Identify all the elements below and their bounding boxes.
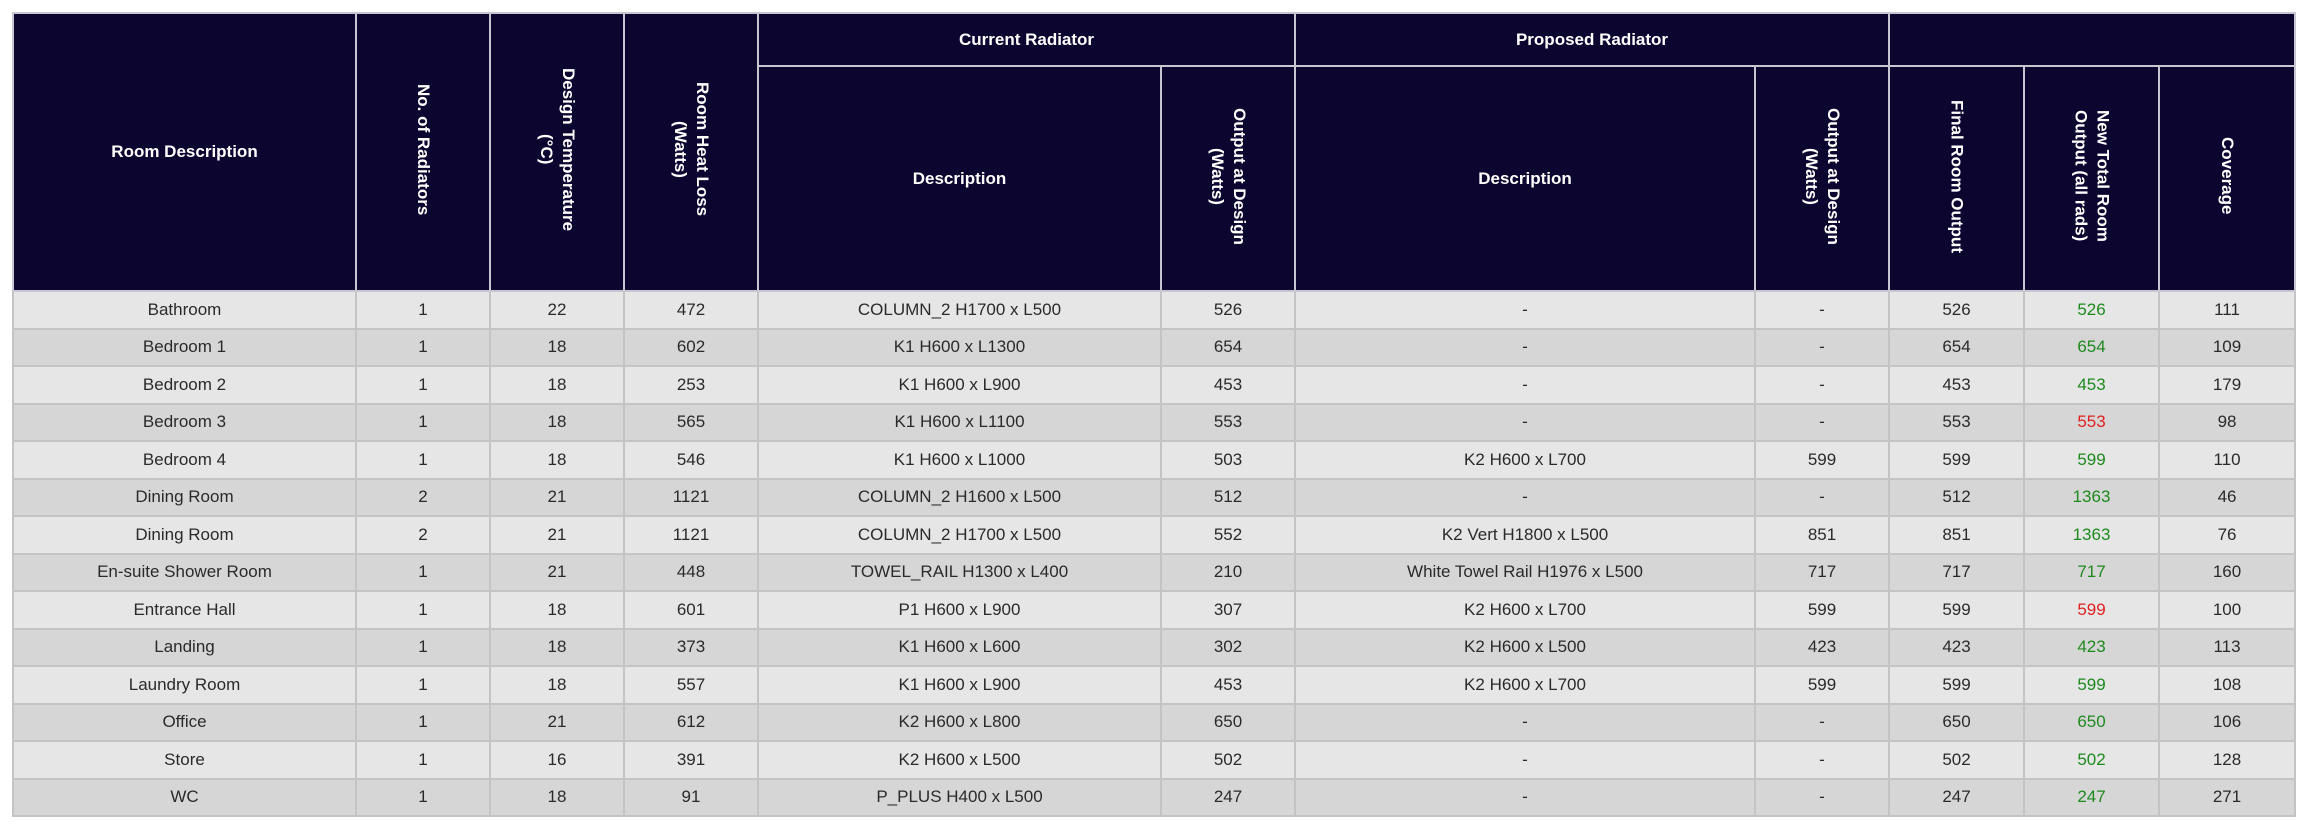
cell-current-output: 453 <box>1161 366 1295 404</box>
cell-temperature: 18 <box>490 441 624 479</box>
header-design-temperature: Design Temperature (°C) <box>490 13 624 291</box>
cell-proposed-description: - <box>1295 366 1755 404</box>
cell-current-description: K1 H600 x L1100 <box>758 404 1161 442</box>
cell-proposed-output: - <box>1755 704 1889 742</box>
cell-new-total: 526 <box>2024 291 2159 329</box>
cell-current-description: P1 H600 x L900 <box>758 591 1161 629</box>
table-row <box>13 366 2295 404</box>
header-coverage: Coverage <box>2159 66 2295 291</box>
cell-proposed-output: 423 <box>1755 629 1889 667</box>
cell-new-total: 599 <box>2024 441 2159 479</box>
cell-proposed-description: K2 H600 x L700 <box>1295 441 1755 479</box>
table-row <box>13 741 2295 779</box>
header-proposed-radiator: Proposed Radiator <box>1295 13 1889 66</box>
cell-current-output: 247 <box>1161 779 1295 817</box>
cell-final-output: 851 <box>1889 516 2024 554</box>
cell-radiators: 1 <box>356 704 490 742</box>
table-row <box>13 291 2295 329</box>
cell-temperature: 18 <box>490 779 624 817</box>
header-final-room-output: Final Room Output <box>1889 66 2024 291</box>
header-current-radiator: Current Radiator <box>758 13 1295 66</box>
cell-current-output: 512 <box>1161 479 1295 517</box>
cell-room: Dining Room <box>13 479 356 517</box>
cell-current-description: K1 H600 x L1300 <box>758 329 1161 367</box>
cell-current-output: 210 <box>1161 554 1295 592</box>
cell-room: Store <box>13 741 356 779</box>
cell-new-total: 650 <box>2024 704 2159 742</box>
cell-current-output: 654 <box>1161 329 1295 367</box>
cell-new-total: 1363 <box>2024 516 2159 554</box>
cell-current-description: COLUMN_2 H1600 x L500 <box>758 479 1161 517</box>
cell-proposed-description: K2 H600 x L700 <box>1295 591 1755 629</box>
table-row <box>13 779 2295 817</box>
cell-radiators: 1 <box>356 554 490 592</box>
cell-current-description: K1 H600 x L900 <box>758 666 1161 704</box>
cell-room: Laundry Room <box>13 666 356 704</box>
cell-proposed-output: - <box>1755 366 1889 404</box>
cell-current-description: P_PLUS H400 x L500 <box>758 779 1161 817</box>
cell-coverage: 106 <box>2159 704 2295 742</box>
cell-heat-loss: 546 <box>624 441 758 479</box>
cell-radiators: 1 <box>356 291 490 329</box>
radiator-table <box>12 12 2296 817</box>
table-row <box>13 479 2295 517</box>
cell-coverage: 109 <box>2159 329 2295 367</box>
table-row <box>13 666 2295 704</box>
cell-coverage: 76 <box>2159 516 2295 554</box>
cell-room: Bathroom <box>13 291 356 329</box>
cell-current-description: COLUMN_2 H1700 x L500 <box>758 516 1161 554</box>
cell-proposed-output: 717 <box>1755 554 1889 592</box>
radiator-schedule <box>12 12 2296 817</box>
cell-new-total: 502 <box>2024 741 2159 779</box>
cell-temperature: 21 <box>490 704 624 742</box>
cell-proposed-description: - <box>1295 741 1755 779</box>
cell-radiators: 1 <box>356 366 490 404</box>
cell-radiators: 1 <box>356 329 490 367</box>
cell-proposed-description: White Towel Rail H1976 x L500 <box>1295 554 1755 592</box>
cell-final-output: 423 <box>1889 629 2024 667</box>
cell-temperature: 22 <box>490 291 624 329</box>
cell-coverage: 111 <box>2159 291 2295 329</box>
cell-current-output: 552 <box>1161 516 1295 554</box>
cell-room: Bedroom 1 <box>13 329 356 367</box>
cell-final-output: 599 <box>1889 666 2024 704</box>
cell-current-output: 502 <box>1161 741 1295 779</box>
cell-new-total: 247 <box>2024 779 2159 817</box>
cell-room: Landing <box>13 629 356 667</box>
cell-temperature: 18 <box>490 591 624 629</box>
cell-proposed-output: - <box>1755 741 1889 779</box>
cell-proposed-output: 851 <box>1755 516 1889 554</box>
cell-heat-loss: 391 <box>624 741 758 779</box>
table-row <box>13 554 2295 592</box>
cell-proposed-output: 599 <box>1755 666 1889 704</box>
cell-current-output: 503 <box>1161 441 1295 479</box>
cell-current-output: 307 <box>1161 591 1295 629</box>
header-proposed-output: Output at Design (Watts) <box>1755 66 1889 291</box>
cell-room: Bedroom 4 <box>13 441 356 479</box>
header-current-output: Output at Design (Watts) <box>1161 66 1295 291</box>
header-new-total-output: New Total Room Output (all rads) <box>2024 66 2159 291</box>
cell-final-output: 247 <box>1889 779 2024 817</box>
cell-heat-loss: 602 <box>624 329 758 367</box>
cell-room: Office <box>13 704 356 742</box>
cell-current-output: 302 <box>1161 629 1295 667</box>
cell-current-description: K2 H600 x L500 <box>758 741 1161 779</box>
cell-proposed-description: - <box>1295 329 1755 367</box>
header-current-description: Description <box>758 66 1161 291</box>
header-no-radiators: No. of Radiators <box>356 13 490 291</box>
cell-final-output: 654 <box>1889 329 2024 367</box>
cell-proposed-output: - <box>1755 291 1889 329</box>
cell-temperature: 18 <box>490 666 624 704</box>
cell-coverage: 100 <box>2159 591 2295 629</box>
cell-temperature: 18 <box>490 366 624 404</box>
cell-final-output: 512 <box>1889 479 2024 517</box>
cell-temperature: 18 <box>490 404 624 442</box>
cell-heat-loss: 472 <box>624 291 758 329</box>
cell-proposed-output: - <box>1755 479 1889 517</box>
cell-radiators: 1 <box>356 629 490 667</box>
cell-new-total: 453 <box>2024 366 2159 404</box>
cell-heat-loss: 1121 <box>624 479 758 517</box>
cell-coverage: 128 <box>2159 741 2295 779</box>
cell-heat-loss: 565 <box>624 404 758 442</box>
cell-proposed-description: - <box>1295 291 1755 329</box>
cell-current-description: K1 H600 x L600 <box>758 629 1161 667</box>
cell-current-output: 650 <box>1161 704 1295 742</box>
cell-room: Bedroom 2 <box>13 366 356 404</box>
cell-proposed-output: - <box>1755 329 1889 367</box>
cell-new-total: 717 <box>2024 554 2159 592</box>
cell-current-output: 453 <box>1161 666 1295 704</box>
cell-proposed-output: - <box>1755 779 1889 817</box>
cell-heat-loss: 612 <box>624 704 758 742</box>
cell-proposed-description: K2 H600 x L700 <box>1295 666 1755 704</box>
table-header <box>13 13 2295 291</box>
cell-radiators: 2 <box>356 479 490 517</box>
cell-new-total: 599 <box>2024 591 2159 629</box>
cell-proposed-output: 599 <box>1755 591 1889 629</box>
cell-final-output: 553 <box>1889 404 2024 442</box>
header-room-heat-loss: Room Heat Loss (Watts) <box>624 13 758 291</box>
cell-room: WC <box>13 779 356 817</box>
cell-room: Entrance Hall <box>13 591 356 629</box>
cell-heat-loss: 557 <box>624 666 758 704</box>
cell-coverage: 46 <box>2159 479 2295 517</box>
cell-heat-loss: 1121 <box>624 516 758 554</box>
header-proposed-description: Description <box>1295 66 1755 291</box>
cell-heat-loss: 601 <box>624 591 758 629</box>
cell-final-output: 650 <box>1889 704 2024 742</box>
cell-heat-loss: 448 <box>624 554 758 592</box>
cell-temperature: 18 <box>490 329 624 367</box>
cell-coverage: 113 <box>2159 629 2295 667</box>
cell-temperature: 16 <box>490 741 624 779</box>
table-row <box>13 329 2295 367</box>
cell-proposed-description: - <box>1295 779 1755 817</box>
cell-temperature: 18 <box>490 629 624 667</box>
cell-final-output: 526 <box>1889 291 2024 329</box>
cell-new-total: 553 <box>2024 404 2159 442</box>
cell-radiators: 1 <box>356 591 490 629</box>
cell-proposed-output: 599 <box>1755 441 1889 479</box>
table-body <box>13 291 2295 816</box>
cell-radiators: 1 <box>356 441 490 479</box>
cell-room: En-suite Shower Room <box>13 554 356 592</box>
cell-radiators: 1 <box>356 404 490 442</box>
cell-room: Bedroom 3 <box>13 404 356 442</box>
cell-proposed-description: - <box>1295 404 1755 442</box>
cell-heat-loss: 253 <box>624 366 758 404</box>
cell-current-output: 553 <box>1161 404 1295 442</box>
cell-radiators: 1 <box>356 741 490 779</box>
cell-radiators: 1 <box>356 779 490 817</box>
cell-final-output: 599 <box>1889 441 2024 479</box>
header-room-description: Room Description <box>13 13 356 291</box>
cell-final-output: 453 <box>1889 366 2024 404</box>
table-row <box>13 441 2295 479</box>
table-row <box>13 704 2295 742</box>
cell-radiators: 1 <box>356 666 490 704</box>
cell-heat-loss: 91 <box>624 779 758 817</box>
cell-coverage: 160 <box>2159 554 2295 592</box>
table-row <box>13 404 2295 442</box>
cell-heat-loss: 373 <box>624 629 758 667</box>
cell-coverage: 108 <box>2159 666 2295 704</box>
cell-temperature: 21 <box>490 516 624 554</box>
cell-proposed-description: - <box>1295 479 1755 517</box>
cell-current-description: TOWEL_RAIL H1300 x L400 <box>758 554 1161 592</box>
table-row <box>13 629 2295 667</box>
table-row <box>13 591 2295 629</box>
cell-current-description: COLUMN_2 H1700 x L500 <box>758 291 1161 329</box>
header-blank-group <box>1889 13 2295 66</box>
cell-current-description: K2 H600 x L800 <box>758 704 1161 742</box>
table-row <box>13 516 2295 554</box>
cell-coverage: 98 <box>2159 404 2295 442</box>
cell-final-output: 717 <box>1889 554 2024 592</box>
cell-proposed-description: K2 H600 x L500 <box>1295 629 1755 667</box>
cell-final-output: 502 <box>1889 741 2024 779</box>
cell-proposed-description: K2 Vert H1800 x L500 <box>1295 516 1755 554</box>
cell-temperature: 21 <box>490 554 624 592</box>
cell-current-description: K1 H600 x L1000 <box>758 441 1161 479</box>
cell-coverage: 271 <box>2159 779 2295 817</box>
cell-coverage: 179 <box>2159 366 2295 404</box>
cell-proposed-output: - <box>1755 404 1889 442</box>
cell-current-output: 526 <box>1161 291 1295 329</box>
cell-coverage: 110 <box>2159 441 2295 479</box>
cell-final-output: 599 <box>1889 591 2024 629</box>
cell-temperature: 21 <box>490 479 624 517</box>
cell-new-total: 599 <box>2024 666 2159 704</box>
cell-proposed-description: - <box>1295 704 1755 742</box>
cell-new-total: 654 <box>2024 329 2159 367</box>
cell-new-total: 1363 <box>2024 479 2159 517</box>
cell-radiators: 2 <box>356 516 490 554</box>
cell-new-total: 423 <box>2024 629 2159 667</box>
cell-current-description: K1 H600 x L900 <box>758 366 1161 404</box>
cell-room: Dining Room <box>13 516 356 554</box>
